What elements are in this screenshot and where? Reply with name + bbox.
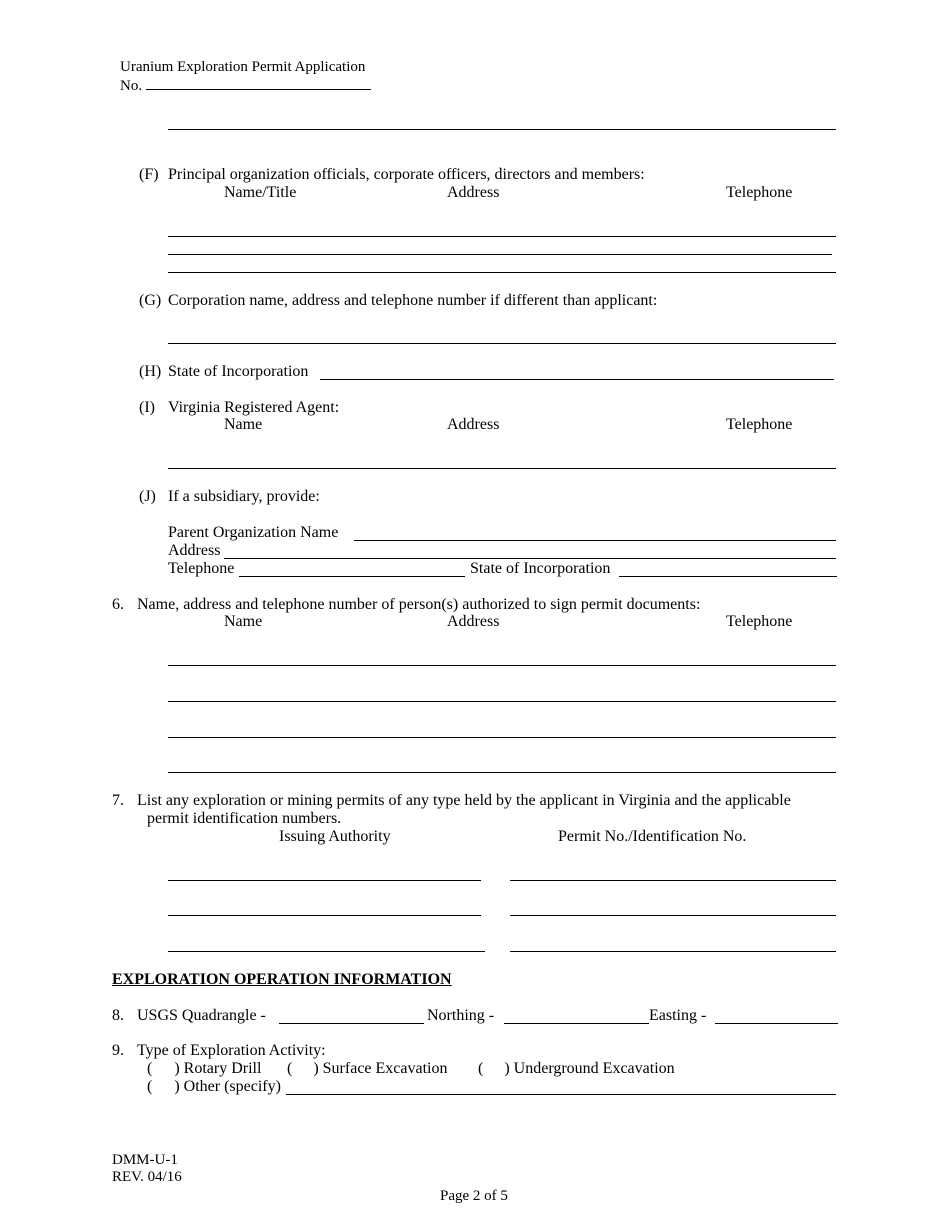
section-f-col-telephone: Telephone <box>726 184 793 201</box>
other-specify-field[interactable] <box>286 1094 836 1095</box>
other-paren: ( <box>147 1078 153 1095</box>
section-i-col-name: Name <box>224 416 263 433</box>
item-7-issuing-line-2[interactable] <box>168 915 481 916</box>
section-f-col-name: Name/Title <box>224 184 297 201</box>
item-6-line-4[interactable] <box>168 772 836 773</box>
usgs-quadrangle-label: USGS Quadrangle - <box>137 1007 266 1024</box>
item-6-line-3[interactable] <box>168 737 836 738</box>
application-number-field[interactable] <box>146 75 371 90</box>
surface-excavation-label: ) Surface Excavation <box>313 1060 448 1077</box>
item-8-number: 8. <box>112 1007 124 1024</box>
application-number-label: No. <box>120 78 143 94</box>
section-f-line-1[interactable] <box>168 236 836 237</box>
form-id: DMM-U-1 <box>112 1152 178 1168</box>
other-label: ) Other (specify) <box>174 1078 281 1095</box>
item-6-col-name: Name <box>224 613 263 630</box>
usgs-quadrangle-field[interactable] <box>279 1023 424 1024</box>
underground-excavation-checkbox[interactable] <box>478 1060 675 1078</box>
item-7-col-permit: Permit No./Identification No. <box>558 828 747 845</box>
item-7-col-issuing: Issuing Authority <box>279 828 391 845</box>
parent-state-label: State of Incorporation <box>470 560 611 577</box>
item-6-col-telephone: Telephone <box>726 613 793 630</box>
state-of-incorporation-field[interactable] <box>320 379 834 380</box>
page-number: Page 2 of 5 <box>440 1188 508 1204</box>
item-6-number: 6. <box>112 596 124 613</box>
section-f-text: Principal organization officials, corporate officers, directors and members: <box>168 166 645 183</box>
item-7-issuing-line-1[interactable] <box>168 880 481 881</box>
parent-address-label: Address <box>168 542 221 559</box>
underground-excavation-label: ) Underground Excavation <box>504 1060 675 1077</box>
section-h-marker: (H) <box>139 363 162 380</box>
item-6-line-2[interactable] <box>168 701 836 702</box>
section-j-text: If a subsidiary, provide: <box>168 488 320 505</box>
application-number-row <box>120 75 371 95</box>
parent-state-field[interactable] <box>619 576 837 577</box>
rotary-drill-checkbox[interactable] <box>147 1060 261 1078</box>
item-6-line-1[interactable] <box>168 665 836 666</box>
item-7-issuing-line-3[interactable] <box>168 951 485 952</box>
item-7-text-line-2: permit identification numbers. <box>147 810 342 827</box>
item-7-number: 7. <box>112 792 124 809</box>
parent-org-label: Parent Organization Name <box>168 524 339 541</box>
easting-field[interactable] <box>715 1023 838 1024</box>
section-g-marker: (G) <box>139 292 162 309</box>
item-6-col-address: Address <box>447 613 500 630</box>
section-i-text: Virginia Registered Agent: <box>168 399 340 416</box>
item-9-number: 9. <box>112 1042 124 1059</box>
exploration-heading: EXPLORATION OPERATION INFORMATION <box>112 971 452 988</box>
header-title: Uranium Exploration Permit Application <box>120 59 366 75</box>
section-f-line-2[interactable] <box>168 254 832 255</box>
section-f-line-3[interactable] <box>168 272 836 273</box>
easting-label: Easting - <box>649 1007 707 1024</box>
item-7-text-line-1: List any exploration or mining permits of any type held by the applicant in Virginia and the applicable <box>137 792 791 809</box>
section-h-text: State of Incorporation <box>168 363 309 380</box>
item-9-text: Type of Exploration Activity: <box>137 1042 326 1059</box>
section-i-col-telephone: Telephone <box>726 416 793 433</box>
section-i-line[interactable] <box>168 468 836 469</box>
rotary-drill-label: ) Rotary Drill <box>174 1060 262 1077</box>
continuation-line[interactable] <box>168 129 836 130</box>
section-g-text: Corporation name, address and telephone number if different than applicant: <box>168 292 658 309</box>
item-7-permit-line-1[interactable] <box>510 880 836 881</box>
northing-field[interactable] <box>504 1023 649 1024</box>
item-6-text: Name, address and telephone number of person(s) authorized to sign permit documents: <box>137 596 701 613</box>
section-g-line[interactable] <box>168 343 836 344</box>
item-7-permit-line-2[interactable] <box>510 915 836 916</box>
other-checkbox[interactable] <box>147 1078 281 1096</box>
parent-address-field[interactable] <box>224 558 836 559</box>
northing-label: Northing - <box>427 1007 495 1024</box>
parent-telephone-label: Telephone <box>168 560 235 577</box>
section-i-marker: (I) <box>139 399 155 416</box>
section-f-marker: (F) <box>139 166 159 183</box>
parent-telephone-field[interactable] <box>239 576 465 577</box>
underground-excavation-paren: ( <box>478 1060 484 1077</box>
rotary-drill-paren: ( <box>147 1060 153 1077</box>
item-7-permit-line-3[interactable] <box>510 951 836 952</box>
form-revision: REV. 04/16 <box>112 1169 182 1185</box>
surface-excavation-checkbox[interactable] <box>287 1060 447 1078</box>
section-f-col-address: Address <box>447 184 500 201</box>
section-j-marker: (J) <box>139 488 156 505</box>
parent-org-field[interactable] <box>354 540 836 541</box>
section-i-col-address: Address <box>447 416 500 433</box>
surface-excavation-paren: ( <box>287 1060 293 1077</box>
